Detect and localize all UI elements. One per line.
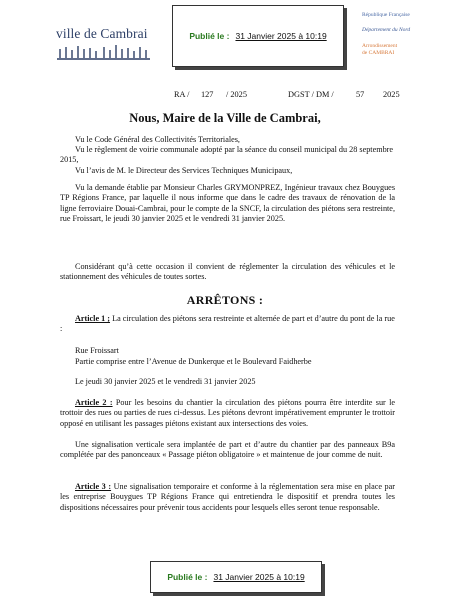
article-2-signalisation: Une signalisation verticale sera implantée de part et d’autre du chantier par des panneaux B9a complétée par des panonceaux « Passage piéton obligatoire » et maintenue de jour comme de nuit. xyxy=(60,440,395,460)
logo-text: ville de Cambrai xyxy=(56,26,148,41)
ra-number: 127 xyxy=(201,90,214,99)
vu-cgct: Vu le Code Général des Collectivités Territoriales, xyxy=(75,135,240,144)
article-1-label: Article 1 ; xyxy=(75,314,111,323)
page-title: Nous, Maire de la Ville de Cambrai, xyxy=(129,111,321,125)
article-1-section: Partie comprise entre l’Avenue de Dunkerque et le Boulevard Faidherbe xyxy=(75,357,312,366)
city-logo xyxy=(56,26,156,61)
stamp-date: 31 Janvier 2025 à 10:19 xyxy=(213,572,305,582)
article-3-label: Article 3 : xyxy=(75,482,112,491)
considerant-paragraph: Considérant qu’à cette occasion il convient de réglementer la circulation des véhicules et le stationnement des véhicules de toutes sortes. xyxy=(60,262,395,282)
stamp-label: Publié le : xyxy=(189,31,230,41)
pref-departement: Département du Nord xyxy=(362,27,411,34)
article-1-text: La circulation des piétons sera restreinte et alternée de part et d’autre du pont de la rue : xyxy=(60,314,395,334)
ra-label: RA / xyxy=(174,90,190,99)
dgst-label: DGST / DM / xyxy=(288,90,334,99)
article-3 xyxy=(60,482,395,513)
article-1-street: Rue Froissart xyxy=(75,346,119,355)
stamp-label: Publié le : xyxy=(167,572,208,582)
article-1 xyxy=(60,314,395,335)
vu-reglement: Vu le règlement de voirie communale adopté par la séance du conseil municipal du 28 septembre 2015, xyxy=(60,145,394,165)
article-2-label: Article 2 : xyxy=(75,398,113,407)
arretons-heading: ARRÊTONS : xyxy=(186,293,264,307)
prefecture-block xyxy=(362,12,450,58)
vu-avis: Vu l’avis de M. le Directeur des Services Techniques Municipaux, xyxy=(75,166,293,175)
logo-skyline-icon xyxy=(56,43,152,61)
article-2-text: Pour les besoins du chantier la circulation des piétons pourra être interdite sur le trottoir des rues ou parties de rues ci-dessus. Les piétons devront impérativement emprunter le trottoir opposé en utilisant les passages piétons existant aux intersections des voies. xyxy=(60,398,395,428)
publication-stamp-top xyxy=(172,5,344,67)
dgst-year: 2025 xyxy=(383,90,400,99)
dgst-number: 57 xyxy=(356,90,365,99)
publication-stamp-bottom xyxy=(150,561,322,593)
pref-republique: République Française xyxy=(362,12,410,18)
article-1-dates: Le jeudi 30 janvier 2025 et le vendredi 31 janvier 2025 xyxy=(75,377,256,386)
stamp-date: 31 Janvier 2025 à 10:19 xyxy=(235,31,327,41)
pref-cambrai: de CAMBRAI xyxy=(362,50,395,57)
article-2 xyxy=(60,398,395,429)
ra-year: / 2025 xyxy=(226,90,247,99)
pref-arrondissement: Arrondissement xyxy=(362,42,398,49)
demande-paragraph: Vu la demande établie par Monsieur Charles GRYMONPREZ, Ingénieur travaux chez Bouygues TP Régions France, par laquelle il nous informe que dans le cadre des travaux de rénovation de la ligne ferroviaire Douai-Cambrai, pour le compte de la SNCF, la circulation des piétons sera restreinte, rue Froissart, le jeudi 30 janvier 2025 et le vendredi 31 janvier 2025. xyxy=(60,183,395,224)
article-3-text: Une signalisation temporaire et conforme à la réglementation sera mise en place par les entreprise Bouygues TP Régions France qui entretiendra le dispositif et prendra toutes les dispositions nécessaires pour prévenir tous accidents pour lesquels elles seront tenue responsable. xyxy=(60,482,395,512)
